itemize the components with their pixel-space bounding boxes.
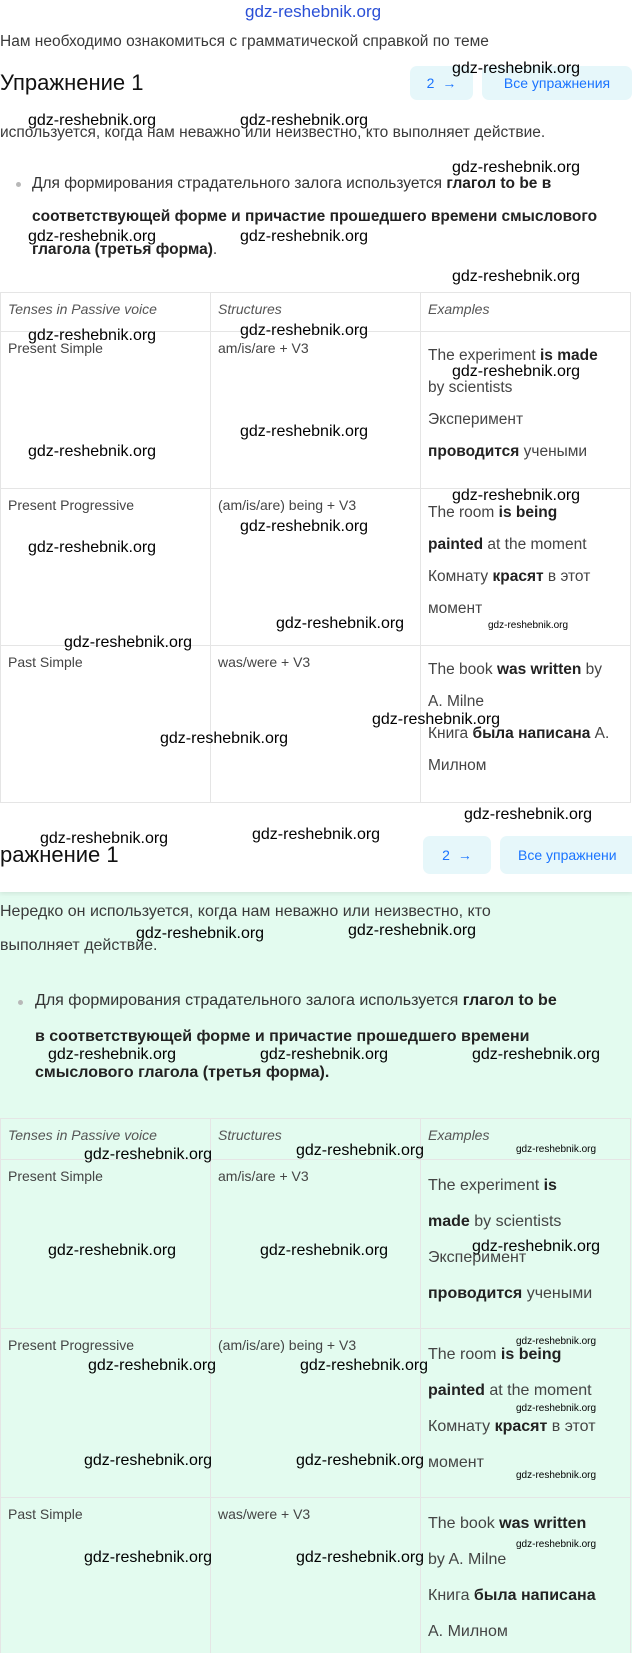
example-cell: The experiment is made by scientists Эксперимент проводится учеными	[421, 332, 631, 489]
watermark: gdz-reshebnik.org	[28, 443, 157, 460]
table-row	[1, 332, 631, 489]
watermark: gdz-reshebnik.org	[452, 487, 581, 504]
watermark: gdz-reshebnik.org	[136, 925, 265, 942]
all-exercises-button[interactable]	[500, 836, 632, 874]
next-number: 2	[442, 847, 450, 863]
watermark: gdz-reshebnik.org	[452, 159, 581, 176]
watermark: gdz-reshebnik.org	[348, 922, 477, 939]
watermark: gdz-reshebnik.org	[240, 322, 369, 339]
watermark: gdz-reshebnik.org	[516, 1539, 597, 1550]
passive-voice-table	[0, 1118, 631, 1653]
tense-cell: Past Simple	[1, 646, 211, 803]
bullet-text-line1: Для формирования страдательного залога используется глагол to be	[35, 992, 557, 1009]
bullet-dot	[18, 1000, 23, 1005]
watermark: gdz-reshebnik.org	[452, 60, 581, 77]
arrow-right-icon: →	[457, 847, 472, 863]
paragraph-line: используется, когда нам неважно или неизвестно, кто выполняет действие.	[0, 124, 546, 141]
watermark: gdz-reshebnik.org	[48, 1242, 177, 1259]
watermark: gdz-reshebnik.org	[260, 1242, 389, 1259]
arrow-right-icon: →	[442, 75, 457, 91]
all-exercises-label: Все упражнения	[503, 75, 611, 91]
bullet-text-line3: смыслового глагола (третья форма).	[35, 1064, 330, 1081]
watermark: gdz-reshebnik.org	[245, 2, 382, 21]
watermark: gdz-reshebnik.org	[64, 634, 193, 651]
watermark: gdz-reshebnik.org	[516, 1403, 597, 1414]
watermark: gdz-reshebnik.org	[516, 1336, 597, 1347]
watermark: gdz-reshebnik.org	[452, 268, 581, 285]
watermark: gdz-reshebnik.org	[452, 363, 581, 380]
structure-cell: (am/is/are) being + V3	[211, 1329, 421, 1498]
bullet-text-line2: соответствующей форме и причастие прошедшего времени смыслового	[32, 208, 598, 225]
watermark: gdz-reshebnik.org	[88, 1357, 217, 1374]
watermark: gdz-reshebnik.org	[472, 1238, 601, 1255]
tense-cell: Past Simple	[1, 1498, 211, 1653]
tense-cell: Present Progressive	[1, 489, 211, 646]
tense-cell: Present Simple	[1, 1160, 211, 1329]
watermark: gdz-reshebnik.org	[516, 1144, 597, 1155]
watermark: gdz-reshebnik.org	[48, 1046, 177, 1063]
watermark: gdz-reshebnik.org	[296, 1452, 425, 1469]
example-cell: The book was written by A. Milne Книга была написана А. Милном	[421, 1498, 631, 1653]
bullet-dot	[16, 182, 21, 187]
watermark: gdz-reshebnik.org	[296, 1142, 425, 1159]
next-number: 2	[426, 75, 435, 91]
watermark: gdz-reshebnik.org	[28, 539, 157, 556]
watermark: gdz-reshebnik.org	[516, 1470, 597, 1481]
watermark: gdz-reshebnik.org	[240, 112, 369, 129]
table-row	[1, 646, 631, 803]
watermark: gdz-reshebnik.org	[300, 1357, 429, 1374]
watermark: gdz-reshebnik.org	[28, 228, 157, 245]
header-tenses: Tenses in Passive voice	[1, 293, 211, 332]
watermark: gdz-reshebnik.org	[84, 1452, 213, 1469]
watermark: gdz-reshebnik.org	[252, 826, 381, 843]
example-cell: The experiment is made by scientists Эксперимент проводится учеными	[421, 1160, 631, 1329]
tense-cell: Present Progressive	[1, 1329, 211, 1498]
watermark: gdz-reshebnik.org	[276, 615, 405, 632]
intro-text: Нам необходимо ознакомиться с грамматической справкой по теме	[0, 33, 489, 50]
watermark: gdz-reshebnik.org	[84, 1549, 213, 1566]
watermark: gdz-reshebnik.org	[464, 806, 593, 823]
bullet-text-line2: в соответствующей форме и причастие прошедшего времени	[35, 1028, 530, 1045]
watermark: gdz-reshebnik.org	[240, 518, 369, 535]
header-examples: Examples	[421, 1119, 631, 1160]
structure-cell: am/is/are + V3	[211, 332, 421, 489]
watermark: gdz-reshebnik.org	[296, 1549, 425, 1566]
watermark: gdz-reshebnik.org	[240, 228, 369, 245]
exercise-title: ражнение 1	[0, 842, 119, 867]
bullet-text-line3: глагола (третья форма).	[32, 241, 218, 258]
header-structures: Structures	[211, 1119, 421, 1160]
all-exercises-label: Все упражнени	[518, 847, 617, 863]
watermark: gdz-reshebnik.org	[260, 1046, 389, 1063]
paragraph-line2: выполняет действие.	[0, 937, 158, 954]
watermark: gdz-reshebnik.org	[84, 1146, 213, 1163]
watermark: gdz-reshebnik.org	[28, 112, 157, 129]
watermark: gdz-reshebnik.org	[28, 327, 157, 344]
header-examples: Examples	[421, 293, 631, 332]
watermark: gdz-reshebnik.org	[472, 1046, 601, 1063]
header-structures: Structures	[211, 293, 421, 332]
example-cell: The room is being painted at the moment Комнату красят в этот момент	[421, 489, 631, 646]
header-tenses: Tenses in Passive voice	[1, 1119, 211, 1160]
next-exercise-button[interactable]	[423, 836, 491, 874]
watermark: gdz-reshebnik.org	[488, 620, 569, 631]
example-cell: The room is being painted at the moment Комнату красят в этот момент	[421, 1329, 631, 1498]
screenshot-bottom	[0, 820, 632, 1653]
structure-cell: was/were + V3	[211, 646, 421, 803]
paragraph-line1: Нередко он используется, когда нам неважно или неизвестно, кто	[0, 903, 491, 920]
exercise-title: Упражнение 1	[0, 70, 144, 95]
bullet-text-line1: Для формирования страдательного залога используется глагол to be в	[32, 175, 552, 192]
example-cell: The book was written by A. Milne Книга была написана А. Милном	[421, 646, 631, 803]
structure-cell: (am/is/are) being + V3	[211, 489, 421, 646]
watermark: gdz-reshebnik.org	[240, 423, 369, 440]
watermark: gdz-reshebnik.org	[160, 730, 289, 747]
structure-cell: am/is/are + V3	[211, 1160, 421, 1329]
table-row	[1, 1498, 631, 1653]
watermark: gdz-reshebnik.org	[40, 830, 169, 847]
tense-cell: Present Simple	[1, 332, 211, 489]
watermark: gdz-reshebnik.org	[372, 711, 501, 728]
structure-cell: was/were + V3	[211, 1498, 421, 1653]
